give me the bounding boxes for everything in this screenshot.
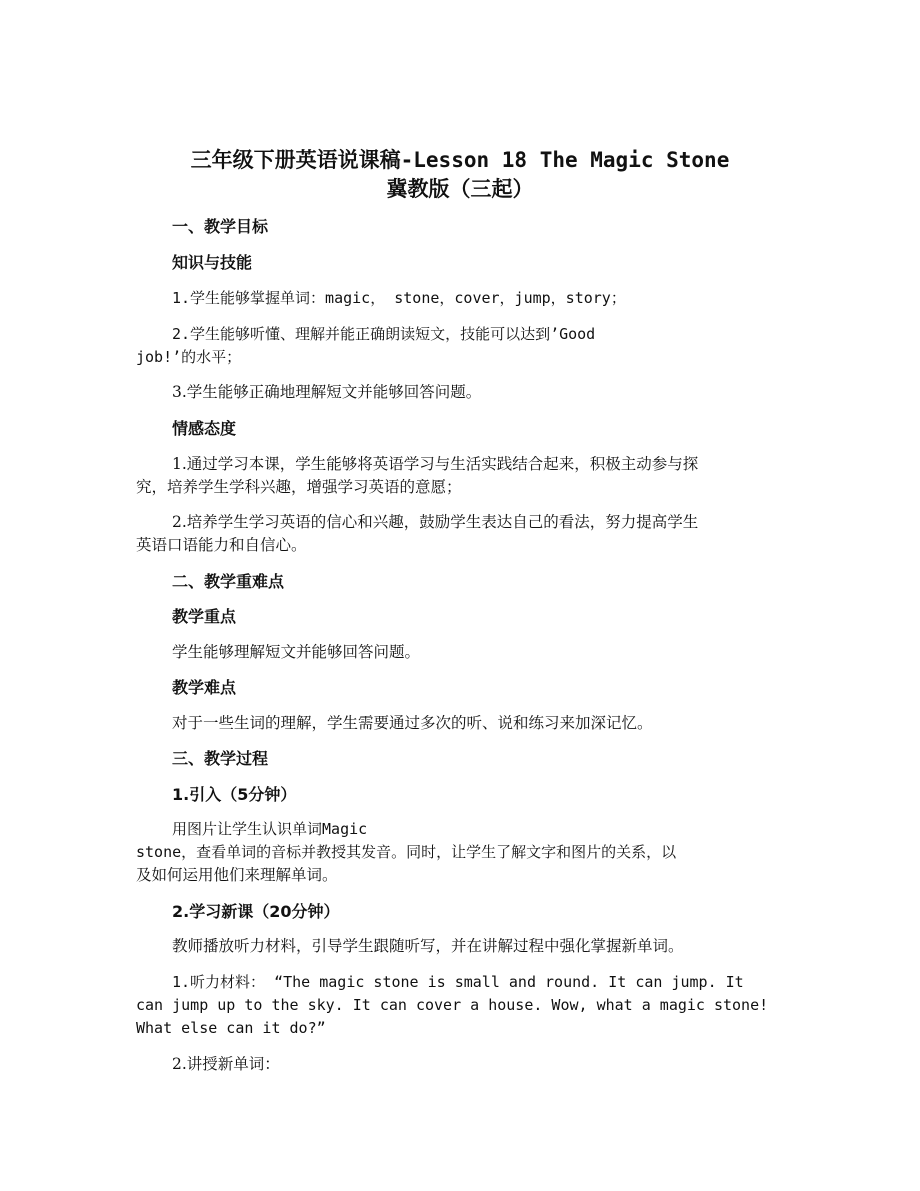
section-heading-objectives: 一、教学目标 [172,217,269,236]
process-step-1-line-2: stone，查看单词的音标并教授其发音。同时，让学生了解文字和图片的关系，以 [136,843,677,861]
attitude-item-2-line-1: 2.培养学生学习英语的信心和兴趣，鼓励学生表达自己的看法，努力提高学生 [172,513,699,531]
subheading-attitude: 情感态度 [172,419,237,438]
section-heading-process: 三、教学过程 [172,749,269,768]
process-step-1-line-1: 用图片让学生认识单词Magic [172,820,368,838]
attitude-item-1-line-2: 究，培养学生学科兴趣，增强学习英语的意愿； [136,478,462,496]
document-title-line-1: 三年级下册英语说课稿-Lesson 18 The Magic Stone [190,148,730,172]
focus-text: 学生能够理解短文并能够回答问题。 [172,643,421,661]
document-title-line-2: 冀教版（三起） [386,177,534,201]
listening-material-line-3: What else can it do?” [136,1019,326,1037]
section-heading-key-points: 二、教学重难点 [172,572,285,591]
attitude-item-1-line-1: 1.通过学习本课，学生能够将英语学习与生活实践结合起来，积极主动参与探 [172,455,699,473]
process-step-1-line-3: 及如何运用他们来理解单词。 [136,866,338,884]
knowledge-item-3: 3.学生能够正确地理解短文并能够回答问题。 [172,383,482,401]
subheading-difficulty: 教学难点 [172,678,237,697]
process-step-2-text: 教师播放听力材料，引导学生跟随听写，并在讲解过程中强化掌握新单词。 [172,937,684,955]
subheading-focus: 教学重点 [172,607,237,626]
process-step-1-heading: 1.引入（5分钟） [172,785,297,804]
process-step-2-heading: 2.学习新课（20分钟） [172,902,340,921]
listening-material-line-2: can jump up to the sky. It can cover a house. Wow, what a magic stone! [136,996,769,1014]
knowledge-item-2-line-2: job!’的水平； [136,348,242,366]
teach-new-words-item: 2.讲授新单词： [172,1055,280,1073]
knowledge-item-1: 1.学生能够掌握单词：magic， stone，cover，jump，story； [172,289,626,307]
subheading-knowledge-skills: 知识与技能 [172,253,253,272]
knowledge-item-2-line-1: 2.学生能够听懂、理解并能正确朗读短文，技能可以达到’Good [172,325,596,343]
attitude-item-2-line-2: 英语口语能力和自信心。 [136,536,307,554]
listening-material-line-1: 1.听力材料： “The magic stone is small and round. It can jump. It [172,973,744,991]
difficulty-text: 对于一些生词的理解，学生需要通过多次的听、说和练习来加深记忆。 [172,714,653,732]
